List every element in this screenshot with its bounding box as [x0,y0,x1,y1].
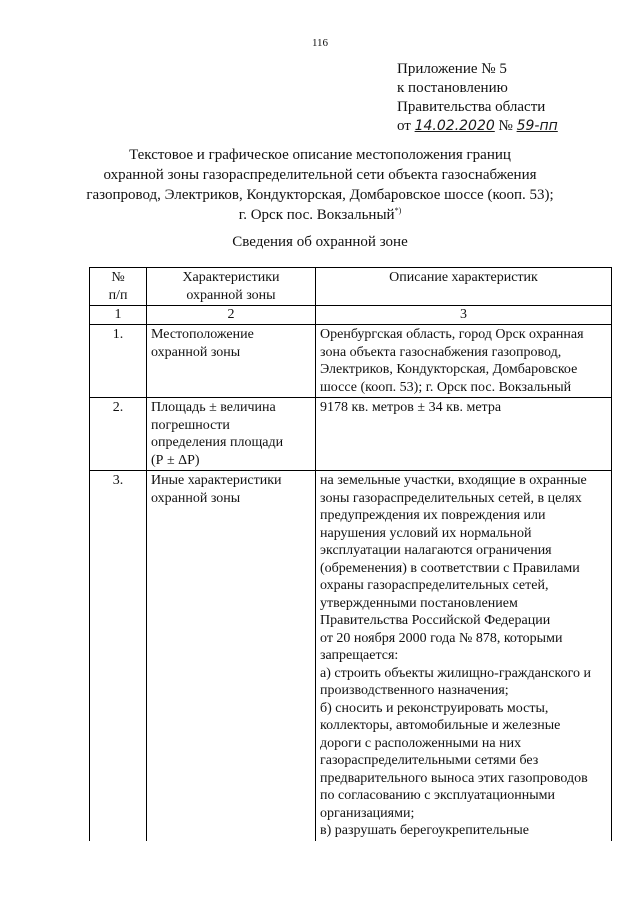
description-line: коллекторы, автомобильные и железные [320,718,561,733]
header-num-line-1: № [111,270,125,285]
description-line: эксплуатации налагаются ограничения [320,543,552,558]
description-line: дороги с расположенными на них [320,735,522,751]
number-prefix: № [498,118,513,134]
description-line: по согласованию с эксплуатационными [320,788,555,803]
footnote-mark: *) [394,206,402,215]
characteristic-line: охранной зоны [151,344,241,360]
description-line: а) строить объекты жилищно-гражданского и [320,665,591,681]
title-line-4-wrapper [0,205,640,225]
document-title [0,145,640,225]
description-line: запрещается: [320,648,399,663]
header-char-line-1: Характеристики [182,270,280,285]
description-line: 9178 кв. метров ± 34 кв. метра [320,400,502,415]
description-line: (обременения) в соответствии с Правилами [320,560,580,576]
description-line: предупреждения их повреждения или [320,508,546,523]
appendix-line-2: к постановлению [397,80,508,96]
description-line: зоны газораспределительных сетей, в целях [320,490,582,506]
description-line: нарушения условий их нормальной [320,525,532,541]
title-line-4: г. Орск пос. Вокзальный [238,207,395,223]
row-number-cell: 1. [90,325,147,398]
description-line: шоссе (кооп. 53); г. Орск пос. Вокзальный [320,379,572,395]
appendix-block [397,60,558,136]
index-cell: 1 [90,306,147,325]
description-cell [316,471,612,841]
characteristic-line: Местоположение [151,327,254,342]
table-row [90,398,612,471]
description-line: производственного назначения; [320,683,509,698]
header-description: Описание характеристик [316,268,612,306]
header-characteristics [147,268,316,306]
row-number-cell: 2. [90,398,147,471]
description-line: на земельные участки, входящие в охранные [320,473,587,488]
characteristic-line: Площадь ± величина [151,400,276,415]
characteristic-cell [147,325,316,398]
description-line: газораспределительными сетями без [320,753,539,768]
handwritten-number: 59-пп [516,118,558,134]
header-num [90,268,147,306]
description-line: организациями; [320,805,415,821]
title-line-1: Текстовое и графическое описание местоположения границ [129,147,511,163]
table-row [90,471,612,841]
index-cell: 3 [316,306,612,325]
description-cell [316,325,612,398]
appendix-line-1: Приложение № 5 [397,61,507,77]
description-cell [316,398,612,471]
title-line-3: газопровод, Электриков, Кондукторская, Домбаровское шоссе (кооп. 53); [86,187,554,203]
characteristic-line: погрешности [151,417,230,433]
description-line: Оренбургская область, город Орск охранная [320,327,584,342]
description-line: Электриков, Кондукторская, Домбаровское [320,362,578,377]
characteristic-line: охранной зоны [151,490,241,506]
appendix-line-3: Правительства области [397,99,546,115]
description-line: б) сносить и реконструировать мосты, [320,700,549,716]
description-line: предварительного выноса этих газопроводов [320,770,588,786]
row-number-cell: 3. [90,471,147,841]
description-line: охраны газораспределительных сетей, [320,578,549,593]
index-cell: 2 [147,306,316,325]
date-prefix: от [397,118,411,134]
description-line: от 20 ноября 2000 года № 878, которыми [320,630,563,646]
index-row [90,306,612,325]
header-char-line-2: охранной зоны [186,287,276,303]
characteristic-cell [147,471,316,841]
section-title: Сведения об охранной зоне [232,234,408,250]
characteristic-line: Иные характеристики [151,473,282,488]
characteristic-line: определения площади [151,435,284,450]
title-line-2: охранной зоны газораспределительной сети объекта газоснабжения [103,167,537,183]
characteristic-line: (Р ± ΔР) [151,452,200,468]
description-line: зона объекта газоснабжения газопровод, [320,344,562,360]
description-line: Правительства Российской Федерации [320,613,551,628]
description-line: в) разрушать берегоукрепительные [320,823,530,838]
header-num-line-2: п/п [108,287,128,303]
page-number: 116 [311,37,329,49]
table-header-row [90,268,612,306]
table-row [90,325,612,398]
handwritten-date: 14.02.2020 [414,118,495,134]
zone-info-table [89,267,612,841]
description-line: утвержденными постановлением [320,595,518,611]
characteristic-cell [147,398,316,471]
appendix-date-line [397,117,558,136]
